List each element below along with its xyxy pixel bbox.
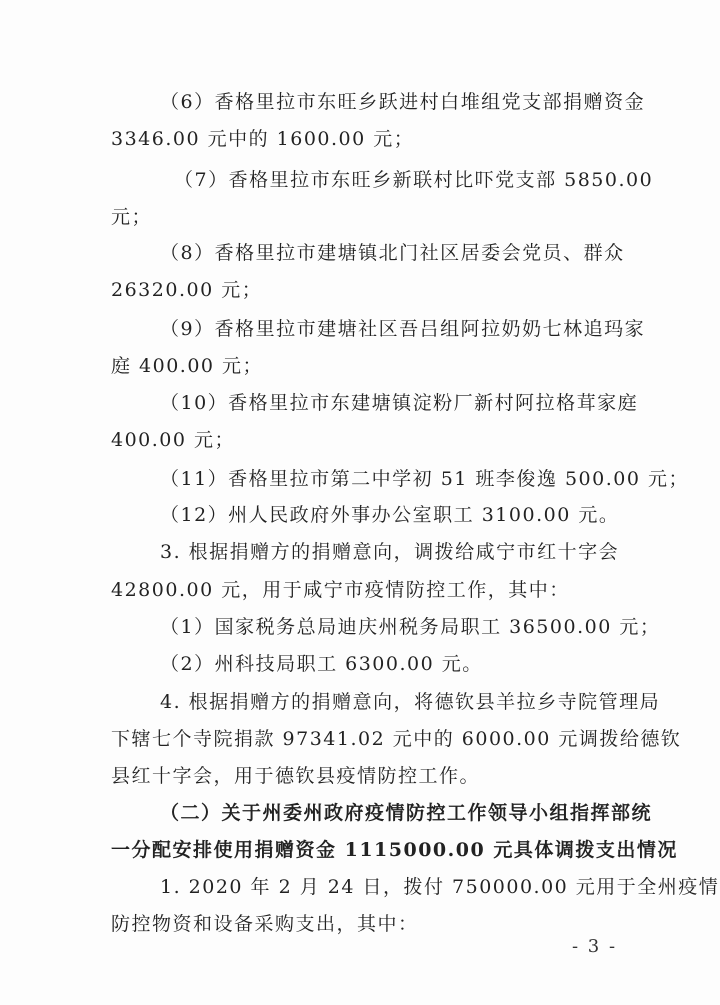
text-line: （10）香格里拉市东建塘镇淀粉厂新村阿拉格茸家庭: [160, 392, 639, 414]
text-line: 4. 根据捐赠方的捐赠意向，将德钦县羊拉乡寺院管理局: [160, 691, 661, 713]
text-line: 3346.00 元中的 1600.00 元；: [111, 128, 415, 150]
text-line: 26320.00 元；: [111, 279, 263, 301]
text-line: （11）香格里拉市第二中学初 51 班李俊逸 500.00 元；: [160, 468, 689, 490]
text-line: 县红十字会，用于德钦县疫情防控工作。: [111, 765, 481, 787]
text-line: （2）州科技局职工 6300.00 元。: [160, 653, 483, 675]
text-line: （6）香格里拉市东旺乡跃进村白堆组党支部捐赠资金: [160, 91, 646, 113]
text-line: （7）香格里拉市东旺乡新联村比吓党支部 5850.00: [174, 169, 654, 191]
text-line: 防控物资和设备采购支出，其中：: [111, 913, 419, 935]
section-heading-line: 一分配安排使用捐赠资金 1115000.00 元具体调拨支出情况: [111, 839, 678, 861]
text-line: 庭 400.00 元；: [111, 355, 264, 377]
text-line: 42800.00 元，用于咸宁市疫情防控工作，其中：: [111, 579, 570, 601]
text-line: （12）州人民政府外事办公室职工 3100.00 元。: [160, 504, 620, 526]
text-line: 下辖七个寺院捐款 97341.02 元中的 6000.00 元调拨给德钦: [111, 728, 682, 750]
text-line: （9）香格里拉市建塘社区吾吕组阿拉奶奶七林追玛家: [160, 318, 646, 340]
text-line: 3. 根据捐赠方的捐赠意向，调拨给咸宁市红十字会: [160, 541, 620, 563]
text-line: 1. 2020 年 2 月 24 日，拨付 750000.00 元用于全州疫情: [160, 876, 720, 898]
text-line: （1）国家税务总局迪庆州税务局职工 36500.00 元；: [160, 616, 661, 638]
text-line: 元；: [111, 206, 153, 228]
section-heading-line: （二）关于州委州政府疫情防控工作领导小组指挥部统: [160, 802, 653, 824]
text-line: （8）香格里拉市建塘镇北门社区居委会党员、群众: [160, 242, 625, 264]
page-number: - 3 -: [572, 936, 618, 957]
text-line: 400.00 元；: [111, 429, 236, 451]
